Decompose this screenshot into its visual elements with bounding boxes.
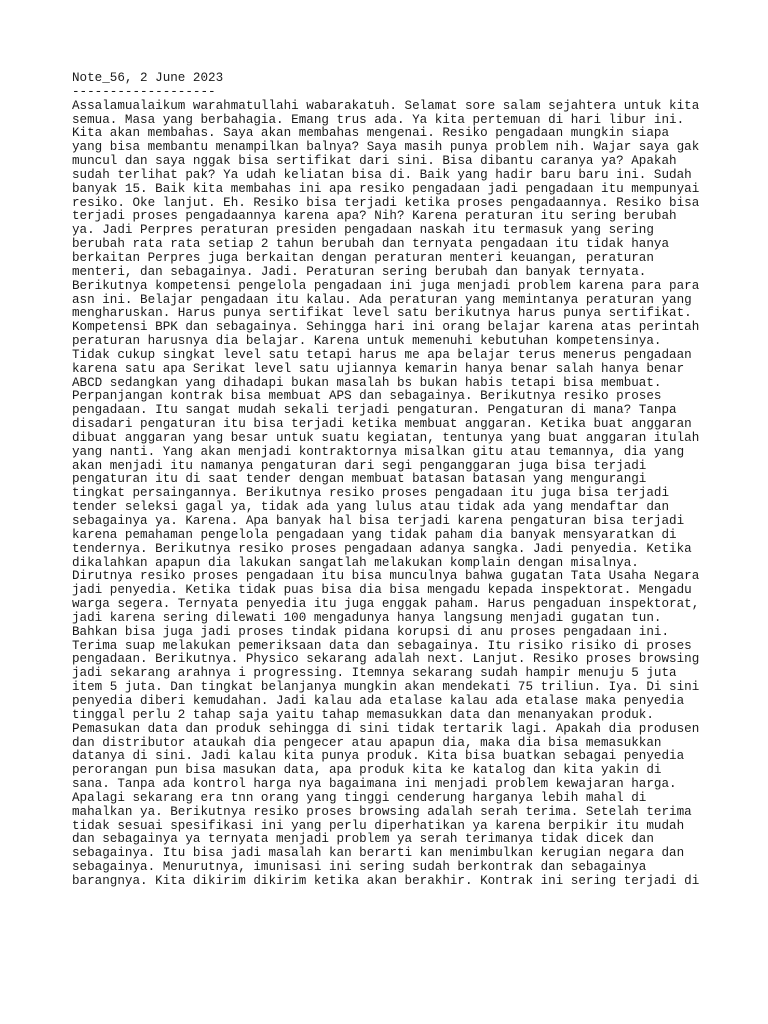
document-body	[72, 100, 702, 889]
header-separator: -------------------	[72, 84, 216, 99]
body-text-line: karena satu apa Serikat level satu ujiannya kemarin hanya benar salah hanya benar	[72, 361, 685, 376]
body-text-line: Terima suap melakukan pemeriksaan data dan sebagainya. Itu risiko risiko di proses	[72, 638, 692, 653]
body-text-line: mahalkan ya. Berikutnya resiko proses browsing adalah serah terima. Setelah terima	[72, 804, 692, 819]
body-text-line: barangnya. Kita dikirim dikirim ketika akan berakhir. Kontrak ini sering terjadi di	[72, 873, 700, 888]
body-text-line: menteri, dan sebagainya. Jadi. Peraturan sering berubah dan banyak ternyata.	[72, 264, 647, 279]
body-text-line: karena pemahaman pengelola pengadaan yang tidak paham dia banyak mensyaratkan di	[72, 527, 677, 542]
body-text-line: sana. Tanpa ada kontrol harga nya bagaimana ini menjadi problem kewajaran harga.	[72, 777, 677, 792]
body-text-line: Dirutnya resiko proses pengadaan itu bisa munculnya bahwa gugatan Tata Usaha Negara	[72, 569, 700, 584]
body-text-line: banyak 15. Baik kita membahas ini apa resiko pengadaan jadi pengadaan itu mempunyai	[72, 181, 700, 196]
body-text-line: ABCD sedangkan yang dihadapi bukan masalah bs bukan habis tetapi bisa membuat.	[72, 375, 662, 390]
body-text-line: yang bisa membantu menampilkan balnya? Saya masih punya problem nih. Wajar saya gak	[72, 140, 700, 155]
body-text-line: jadi sekarang arahnya i progressing. Itemnya sekarang sudah hampir menuju 5 juta	[72, 666, 677, 681]
body-text-line: Tidak cukup singkat level satu tetapi harus me apa belajar terus menerus pengadaan	[72, 347, 692, 362]
body-text-line: perorangan pun bisa masukan data, apa produk kita ke katalog dan kita yakin di	[72, 763, 662, 778]
body-text-line: Kita akan membahas. Saya akan membahas mengenai. Resiko pengadaan mungkin siapa	[72, 126, 670, 141]
body-text-line: Berikutnya kompetensi pengelola pengadaan ini juga menjadi problem karena para para	[72, 278, 700, 293]
body-text-line: jadi karena sering dilewati 100 mengadunya hanya langsung menjadi gugatan tun.	[72, 610, 662, 625]
body-text-line: semua. Masa yang berbahagia. Emang trus ada. Ya kita pertemuan di hari libur ini.	[72, 112, 685, 127]
body-text-line: warga segera. Ternyata penyedia itu juga enggak paham. Harus pengaduan inspektorat,	[72, 597, 700, 612]
body-text-line: tingkat persaingannya. Berikutnya resiko proses pengadaan itu juga bisa terjadi	[72, 486, 670, 501]
body-text-line: pengaturan itu di saat tender dengan membuat batasan batasan yang mengurangi	[72, 472, 647, 487]
body-text-line: pengadaan. Berikutnya. Physico sekarang adalah next. Lanjut. Resiko proses browsing	[72, 652, 700, 667]
body-text-line: jadi penyedia. Ketika tidak puas bisa dia bisa mengadu kepada inspektorat. Mengadu	[72, 583, 692, 598]
body-text-line: Perpanjangan kontrak bisa membuat APS dan sebagainya. Berikutnya resiko proses	[72, 389, 662, 404]
body-text-line: sebagainya. Itu bisa jadi masalah kan berarti kan menimbulkan kerugian negara dan	[72, 846, 685, 861]
body-text-line: tender seleksi gagal ya, tidak ada yang lulus atau tidak ada yang mendaftar dan	[72, 500, 670, 515]
body-text-line: tendernya. Berikutnya resiko proses pengadaan adanya sangka. Jadi penyedia. Ketika	[72, 541, 692, 556]
body-text-line: terjadi proses pengadaannya karena apa? Nih? Karena peraturan itu sering berubah	[72, 209, 677, 224]
document-page	[72, 72, 702, 889]
body-text-line: berubah rata rata setiap 2 tahun berubah dan ternyata pengadaan itu tidak hanya	[72, 237, 670, 252]
body-text-line: yang nanti. Yang akan menjadi kontraktornya misalkan gitu atau temannya, dia yang	[72, 444, 685, 459]
body-text-line: tidak sesuai spesifikasi ini yang perlu diperhatikan ya karena berpikir itu mudah	[72, 818, 685, 833]
body-text-line: akan menjadi itu namanya pengaturan dari segi penganggaran juga bisa terjadi	[72, 458, 647, 473]
note-header: Note_56, 2 June 2023	[72, 71, 224, 85]
body-text-line: Bahkan bisa juga jadi proses tindak pidana korupsi di anu proses pengadaan ini.	[72, 624, 670, 639]
body-text-line: peraturan harusnya dia belajar. Karena untuk memenuhi kebutuhan kompetensinya.	[72, 334, 662, 349]
body-text-line: tinggal perlu 2 tahap saja yaitu tahap memasukkan data dan menanyakan produk.	[72, 707, 654, 722]
body-text-line: berkaitan Perpres juga berkaitan dengan peraturan menteri keuangan, peraturan	[72, 250, 654, 265]
body-text-line: sudah terlihat pak? Ya udah keliatan bisa di. Baik yang hadir baru baru ini. Sudah	[72, 167, 692, 182]
body-text-line: ya. Jadi Perpres peraturan presiden pengadaan naskah itu termasuk yang sering	[72, 223, 654, 238]
body-text-line: dikalahkan apapun dia lakukan sangatlah melakukan komplain dengan misalnya.	[72, 555, 639, 570]
body-text-line: resiko. Oke lanjut. Eh. Resiko bisa terjadi ketika proses pengadaannya. Resiko bisa	[72, 195, 700, 210]
body-text-line: asn ini. Belajar pengadaan itu kalau. Ada peraturan yang memintanya peraturan yang	[72, 292, 692, 307]
body-text-line: dan sebagainya ya ternyata menjadi problem ya serah terimanya tidak dicek dan	[72, 832, 654, 847]
body-text-line: datanya di sini. Jadi kalau kita punya produk. Kita bisa buatkan sebagai penyedia	[72, 749, 685, 764]
body-text-line: Pemasukan data dan produk sehingga di sini tidak tertarik lagi. Apakah dia produsen	[72, 721, 700, 736]
body-text-line: sebagainya ya. Karena. Apa banyak hal bisa terjadi karena pengaturan bisa terjadi	[72, 514, 685, 528]
body-text-line: muncul dan saya nggak bisa sertifikat dari sini. Bisa dibantu caranya ya? Apakah	[72, 154, 677, 169]
body-text-line: penyedia diberi kemudahan. Jadi kalau ada etalase kalau ada etalase maka penyedia	[72, 693, 685, 708]
body-text-line: item 5 juta. Dan tingkat belanjanya mungkin akan mendekati 75 triliun. Iya. Di sini	[72, 680, 700, 695]
body-text-line: dan distributor ataukah dia pengecer atau apapun dia, maka dia bisa memasukkan	[72, 735, 662, 750]
body-text-line: Apalagi sekarang era tnn orang yang tinggi cenderung harganya lebih mahal di	[72, 790, 647, 805]
body-text-line: Kompetensi BPK dan sebagainya. Sehingga hari ini orang belajar karena atas perintah	[72, 320, 700, 335]
body-text-line: Assalamualaikum warahmatullahi wabarakatuh. Selamat sore salam sejahtera untuk kita	[72, 98, 700, 113]
body-text-line: dibuat anggaran yang besar untuk suatu kegiatan, tentunya yang buat anggaran itulah	[72, 430, 700, 445]
body-text-line: disadari pengaturan itu bisa terjadi ketika membuat anggaran. Ketika buat anggaran	[72, 417, 692, 432]
body-text-line: sebagainya. Menurutnya, imunisasi ini sering sudah berkontrak dan sebagainya	[72, 860, 647, 875]
body-text-line: mengharuskan. Harus punya sertifikat level satu berikutnya harus punya sertifikat.	[72, 306, 692, 321]
body-text-line: pengadaan. Itu sangat mudah sekali terjadi pengaturan. Pengaturan di mana? Tanpa	[72, 403, 677, 418]
